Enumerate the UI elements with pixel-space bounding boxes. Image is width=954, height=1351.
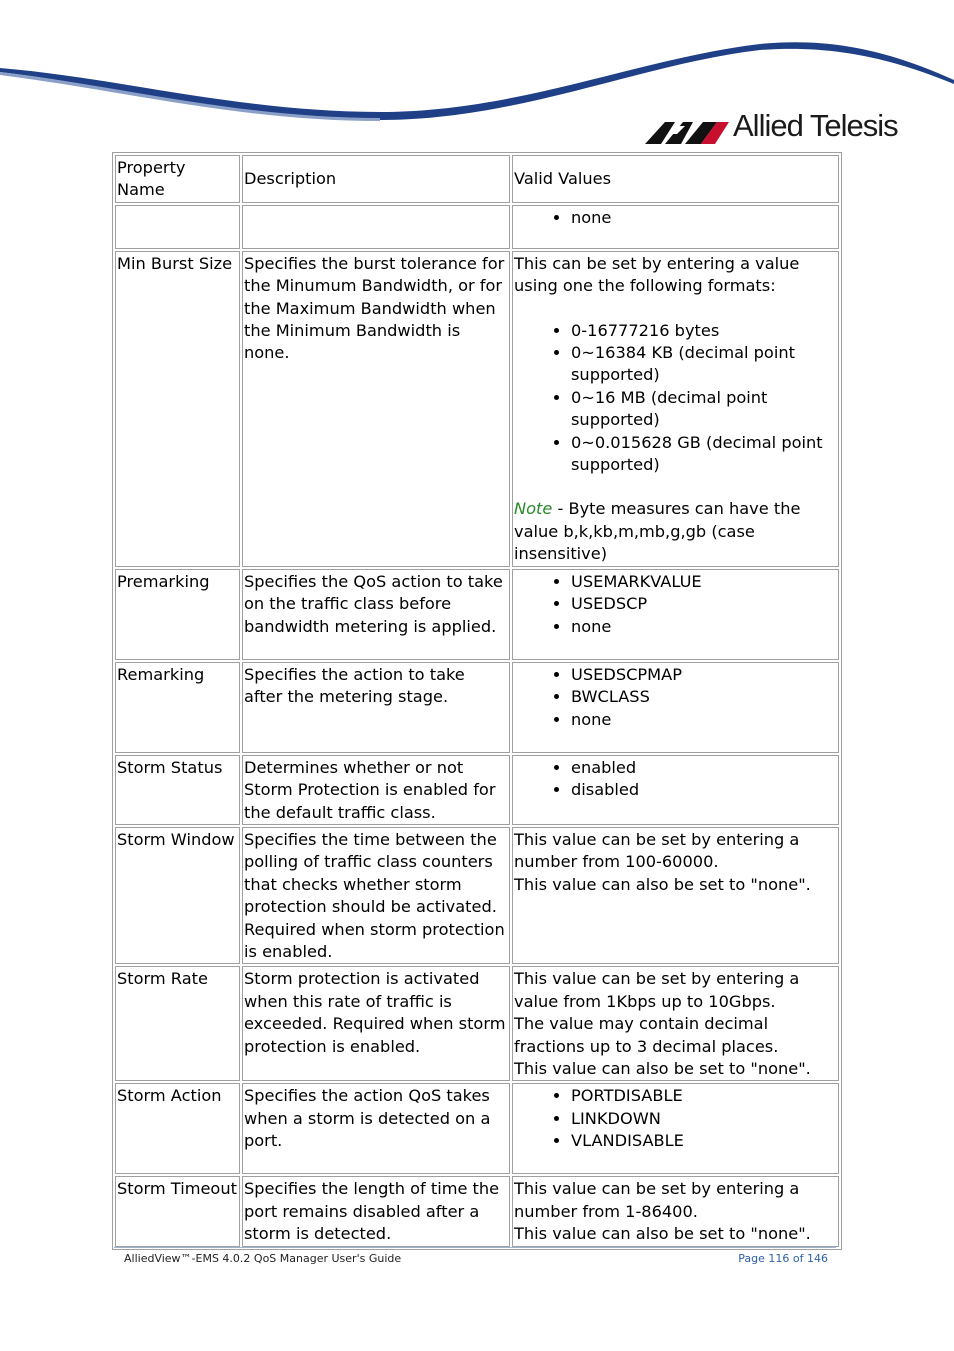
valid-values-cell	[512, 662, 839, 753]
note-text: - Byte measures can have the value b,k,kb,m,mb,g,gb (case insensitive)	[514, 499, 801, 564]
list-item: • PORTDISABLE	[571, 1085, 837, 1107]
property-name-cell: Storm Window	[115, 827, 240, 964]
valid-values-list	[514, 320, 837, 477]
allied-telesis-logo	[645, 108, 905, 148]
valid-values-cell	[512, 205, 839, 249]
valid-values-cell	[512, 569, 839, 660]
table-row	[115, 827, 839, 964]
list-item: • VLANDISABLE	[571, 1130, 837, 1152]
header-description: Description	[242, 155, 510, 203]
list-item: • disabled	[571, 779, 837, 801]
list-item: • LINKDOWN	[571, 1108, 837, 1130]
list-item: • none	[571, 616, 837, 638]
valid-values-text: This value can be set by entering a value from 1Kbps up to 10Gbps.	[514, 969, 800, 1011]
list-item: • none	[571, 709, 837, 731]
description-cell: Specifies the action to take after the metering stage.	[242, 662, 510, 753]
description-cell: Specifies the time between the polling of traffic class counters that checks whether storm protection should be activated. Required when storm protection is enabled.	[242, 827, 510, 964]
property-name-cell: Premarking	[115, 569, 240, 660]
property-name-cell: Remarking	[115, 662, 240, 753]
property-name-cell: Storm Status	[115, 755, 240, 825]
description-cell: Specifies the burst tolerance for the Minumum Bandwidth, or for the Maximum Bandwidth when the Minimum Bandwidth is none.	[242, 251, 510, 567]
valid-values-text: This value can also be set to "none".	[514, 1058, 811, 1078]
description-cell: Storm protection is activated when this rate of traffic is exceeded. Required when storm protection is enabled.	[242, 966, 510, 1081]
table-header-row	[115, 155, 839, 203]
table-row	[115, 251, 839, 567]
valid-values-cell	[512, 1176, 839, 1246]
header-property-name: Property Name	[115, 155, 240, 203]
list-item: • 0~0.015628 GB (decimal point supported)	[571, 432, 837, 477]
logo-text: Allied Telesis	[733, 108, 898, 143]
list-item: • enabled	[571, 757, 837, 779]
valid-values-cell	[512, 755, 839, 825]
table-row	[115, 662, 839, 753]
list-item: • USEDSCP	[571, 593, 837, 615]
valid-values-cell	[512, 966, 839, 1081]
property-name-cell: Storm Action	[115, 1083, 240, 1174]
table-row	[115, 205, 839, 249]
description-cell: Determines whether or not Storm Protection is enabled for the default traffic class.	[242, 755, 510, 825]
table-row	[115, 1083, 839, 1174]
list-item: • USEDSCPMAP	[571, 664, 837, 686]
valid-values-cell	[512, 1083, 839, 1174]
description-cell: Specifies the QoS action to take on the traffic class before bandwidth metering is applied.	[242, 569, 510, 660]
list-item: • BWCLASS	[571, 686, 837, 708]
table-row	[115, 755, 839, 825]
note-label: Note	[514, 499, 553, 519]
table-row	[115, 569, 839, 660]
property-name-cell: Min Burst Size	[115, 251, 240, 567]
list-item: • none	[571, 207, 837, 229]
list-item: • 0~16384 KB (decimal point supported)	[571, 342, 837, 387]
description-cell	[242, 205, 510, 249]
valid-values-list	[514, 207, 837, 229]
valid-values-list	[514, 571, 837, 638]
list-item: • 0~16 MB (decimal point supported)	[571, 387, 837, 432]
valid-values-list	[514, 664, 837, 731]
property-table	[112, 152, 842, 1250]
valid-values-text: The value may contain decimal fractions up to 3 decimal places.	[514, 1014, 779, 1056]
valid-values-text: This can be set by entering a value using one the following formats:	[514, 253, 800, 296]
footer-page-number: Page 116 of 146	[738, 1252, 828, 1265]
description-cell: Specifies the action QoS takes when a storm is detected on a port.	[242, 1083, 510, 1174]
valid-values-text: This value can also be set to "none".	[514, 1224, 811, 1244]
description-cell: Specifies the length of time the port remains disabled after a storm is detected.	[242, 1176, 510, 1246]
valid-values-cell	[512, 827, 839, 964]
property-name-cell: Storm Timeout	[115, 1176, 240, 1246]
spacer	[514, 298, 837, 320]
list-item: • 0-16777216 bytes	[571, 320, 837, 342]
list-item: • USEMARKVALUE	[571, 571, 837, 593]
valid-values-text: This value can also be set to "none".	[514, 874, 811, 894]
valid-values-text: This value can be set by entering a number from 1-86400.	[514, 1179, 800, 1221]
header-valid-values: Valid Values	[512, 155, 839, 203]
footer-document-title: AlliedView™-EMS 4.0.2 QoS Manager User's Guide	[124, 1252, 402, 1265]
logo-mark-icon	[645, 114, 729, 144]
valid-values-text: This value can be set by entering a number from 100-60000.	[514, 829, 800, 872]
table-row	[115, 966, 839, 1081]
note	[514, 498, 837, 565]
footer-divider	[114, 1247, 836, 1248]
property-name-cell	[115, 205, 240, 249]
valid-values-list	[514, 757, 837, 802]
valid-values-cell	[512, 251, 839, 567]
valid-values-list	[514, 1085, 837, 1152]
table-row	[115, 1176, 839, 1246]
property-name-cell: Storm Rate	[115, 966, 240, 1081]
spacer	[514, 476, 837, 498]
